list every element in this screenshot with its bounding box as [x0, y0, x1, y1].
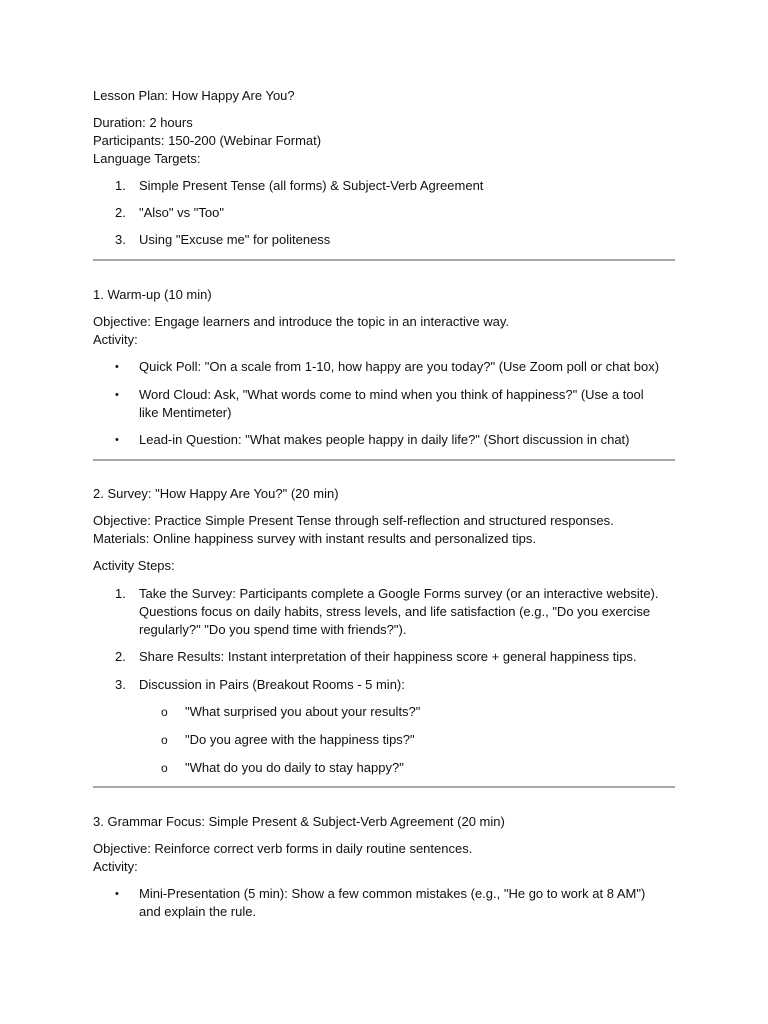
circle-bullet-icon: o	[161, 705, 168, 719]
duration-text: Duration: 2 hours	[93, 115, 193, 130]
grammar-objective: Objective: Reinforce correct verb forms in daily routine sentences. Activity:	[93, 840, 683, 876]
list-number: 2.	[115, 205, 126, 220]
bullet-icon: •	[115, 361, 119, 373]
activity-steps-label: Activity Steps:	[93, 558, 175, 573]
list-number: 1.	[115, 178, 126, 193]
section-heading-grammar: 3. Grammar Focus: Simple Present & Subject-Verb Agreement (20 min)	[93, 814, 505, 829]
activity-label: Activity:	[93, 332, 138, 347]
survey-objective: Objective: Practice Simple Present Tense through self-reflection and structured responses. Materials: Online happiness survey with instant results and personalized tips.	[93, 512, 683, 548]
section-divider	[93, 459, 675, 461]
participants-text: Participants: 150-200 (Webinar Format)	[93, 133, 322, 148]
bullet-icon: •	[115, 888, 119, 900]
section-divider	[93, 786, 675, 788]
lesson-title: Lesson Plan: How Happy Are You?	[93, 88, 295, 103]
lesson-info	[93, 114, 683, 168]
list-number: 2.	[115, 649, 126, 664]
circle-bullet-icon: o	[161, 761, 168, 775]
bullet-icon: •	[115, 389, 119, 401]
section-heading-survey: 2. Survey: "How Happy Are You?" (20 min)	[93, 486, 339, 501]
circle-bullet-icon: o	[161, 733, 168, 747]
activity-label: Activity:	[93, 859, 138, 874]
bullet-icon: •	[115, 434, 119, 446]
section-divider	[93, 259, 675, 261]
list-number: 3.	[115, 232, 126, 247]
list-number: 3.	[115, 677, 126, 692]
language-targets-label: Language Targets:	[93, 151, 201, 166]
warmup-objective: Objective: Engage learners and introduce the topic in an interactive way. Activity:	[93, 313, 683, 349]
document-page: Lesson Plan: How Happy Are You? Duration: 2 hours Participants: 150-200 (Webinar Format) Language Targets: 1. Simple Present Tense (all forms) & Subject-Verb Agreement 2. "Also" vs "Too" 3. Using "Excuse me" for politeness 1. Warm-up (10 min) Objective: Engage learners and introduce the topic in an interactive way. Activity: • Quick Poll: "On a scale from 1-10, how happy are you today?" (Use Zoom poll or chat box) • Word Cloud: Ask, "What words come to mind when you think of happiness?" (Use a tool like Mentimeter) • Lead-in Question: "What makes people happy in daily life?" (Short discussion in chat) 2. Survey: "How Happy Are You?" (20 min) Objective: Practice Simple Present Tense through self-reflection and structured responses. Materials: Online happiness survey with instant results and personalized tips. Activity Steps: 1. Take the Survey: Participants complete a Google Forms survey (or an interactive website). Questions focus on daily habits, stress levels, and life satisfaction (e.g., "Do you exercise regularly?" "Do you spend time with friends?"). 2. Share Results: Instant interpretation of their happiness score + general happiness tips. 3. Discussion in Pairs (Breakout Rooms - 5 min): o "What surprised you about your results?" o "Do you agree with the happiness tips?" o "What do you do daily to stay happy?" 3. Grammar Focus: Simple Present & Subject-Verb Agreement (20 min) Objective: Reinforce correct verb forms in daily routine sentences. Activity: • Mini-Presentation (5 min): Show a few common mistakes (e.g., "He go to work at 8 AM") and explain the rule.	[0, 0, 768, 1024]
list-number: 1.	[115, 586, 126, 601]
survey-materials: Materials: Online happiness survey with instant results and personalized tips.	[93, 531, 536, 546]
section-heading-warmup: 1. Warm-up (10 min)	[93, 287, 212, 302]
